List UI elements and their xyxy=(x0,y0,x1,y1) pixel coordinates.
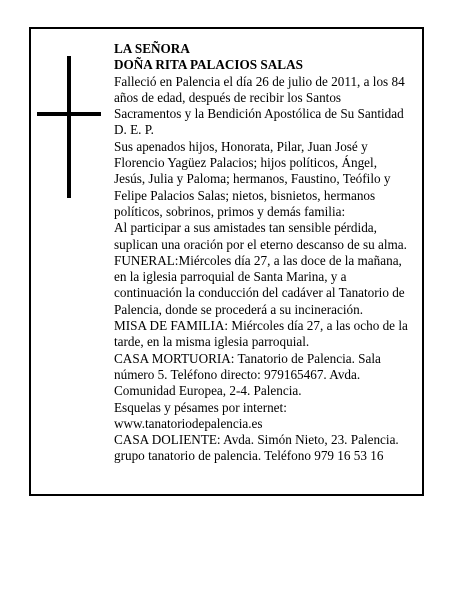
notice-line: D. E. P. xyxy=(114,122,154,138)
deceased-name: DOÑA RITA PALACIOS SALAS xyxy=(114,57,303,73)
cross-icon xyxy=(37,56,101,198)
notice-line: Falleció en Palencia el día 26 de julio de 2011, a los 84 xyxy=(114,73,405,89)
notice-line: tarde, en la misma iglesia parroquial. xyxy=(114,334,310,350)
notice-line: suplican una oración por el eterno descanso de su alma. xyxy=(114,236,407,252)
notice-line: Jesús, Julia y Paloma; hermanos, Faustino, Teófilo y xyxy=(114,171,391,187)
notice-line: CASA MORTUORIA: Tanatorio de Palencia. Sala xyxy=(114,350,381,366)
notice-line: continuación la conducción del cadáver al Tanatorio de xyxy=(114,285,405,301)
notice-line: años de edad, después de recibir los Santos xyxy=(114,89,342,105)
notice-line: Sacramentos y la Bendición Apostólica de Su Santidad xyxy=(114,106,404,122)
notice-line: Palencia, donde se procederá a su incineración. xyxy=(114,301,363,317)
notice-line: Sus apenados hijos, Honorata, Pilar, Juan José y xyxy=(114,138,368,154)
cross-vertical-bar xyxy=(67,56,71,198)
cross-horizontal-bar xyxy=(37,112,101,116)
notice-line: Esquelas y pésames por internet: xyxy=(114,399,287,415)
notice-line: políticos, sobrinos, primos y demás familia: xyxy=(114,203,346,219)
notice-line: FUNERAL:Miércoles día 27, a las doce de la mañana, xyxy=(114,252,402,268)
notice-line: MISA DE FAMILIA: Miércoles día 27, a las ocho de la xyxy=(114,318,408,334)
obituary-notice xyxy=(29,27,424,496)
notice-text xyxy=(114,41,424,465)
notice-line: Florencio Yagüez Palacios; hijos políticos, Ángel, xyxy=(114,155,377,171)
notice-line: en la iglesia parroquial de Santa Marina, y a xyxy=(114,269,347,285)
notice-line: número 5. Teléfono directo: 979165467. Avda. xyxy=(114,366,361,382)
notice-line: Comunidad Europea, 2-4. Palencia. xyxy=(114,383,302,399)
notice-line: Al participar a sus amistades tan sensible pérdida, xyxy=(114,220,377,236)
notice-title: LA SEÑORA xyxy=(114,41,190,56)
notice-line: CASA DOLIENTE: Avda. Simón Nieto, 23. Palencia. xyxy=(114,432,399,448)
website-text: www.tanatoriodepalencia.es xyxy=(114,415,263,431)
notice-line: grupo tanatorio de palencia. Teléfono 979 16 53 16 xyxy=(114,448,384,464)
notice-line: Felipe Palacios Salas; nietos, bisnietos, hermanos xyxy=(114,187,376,203)
